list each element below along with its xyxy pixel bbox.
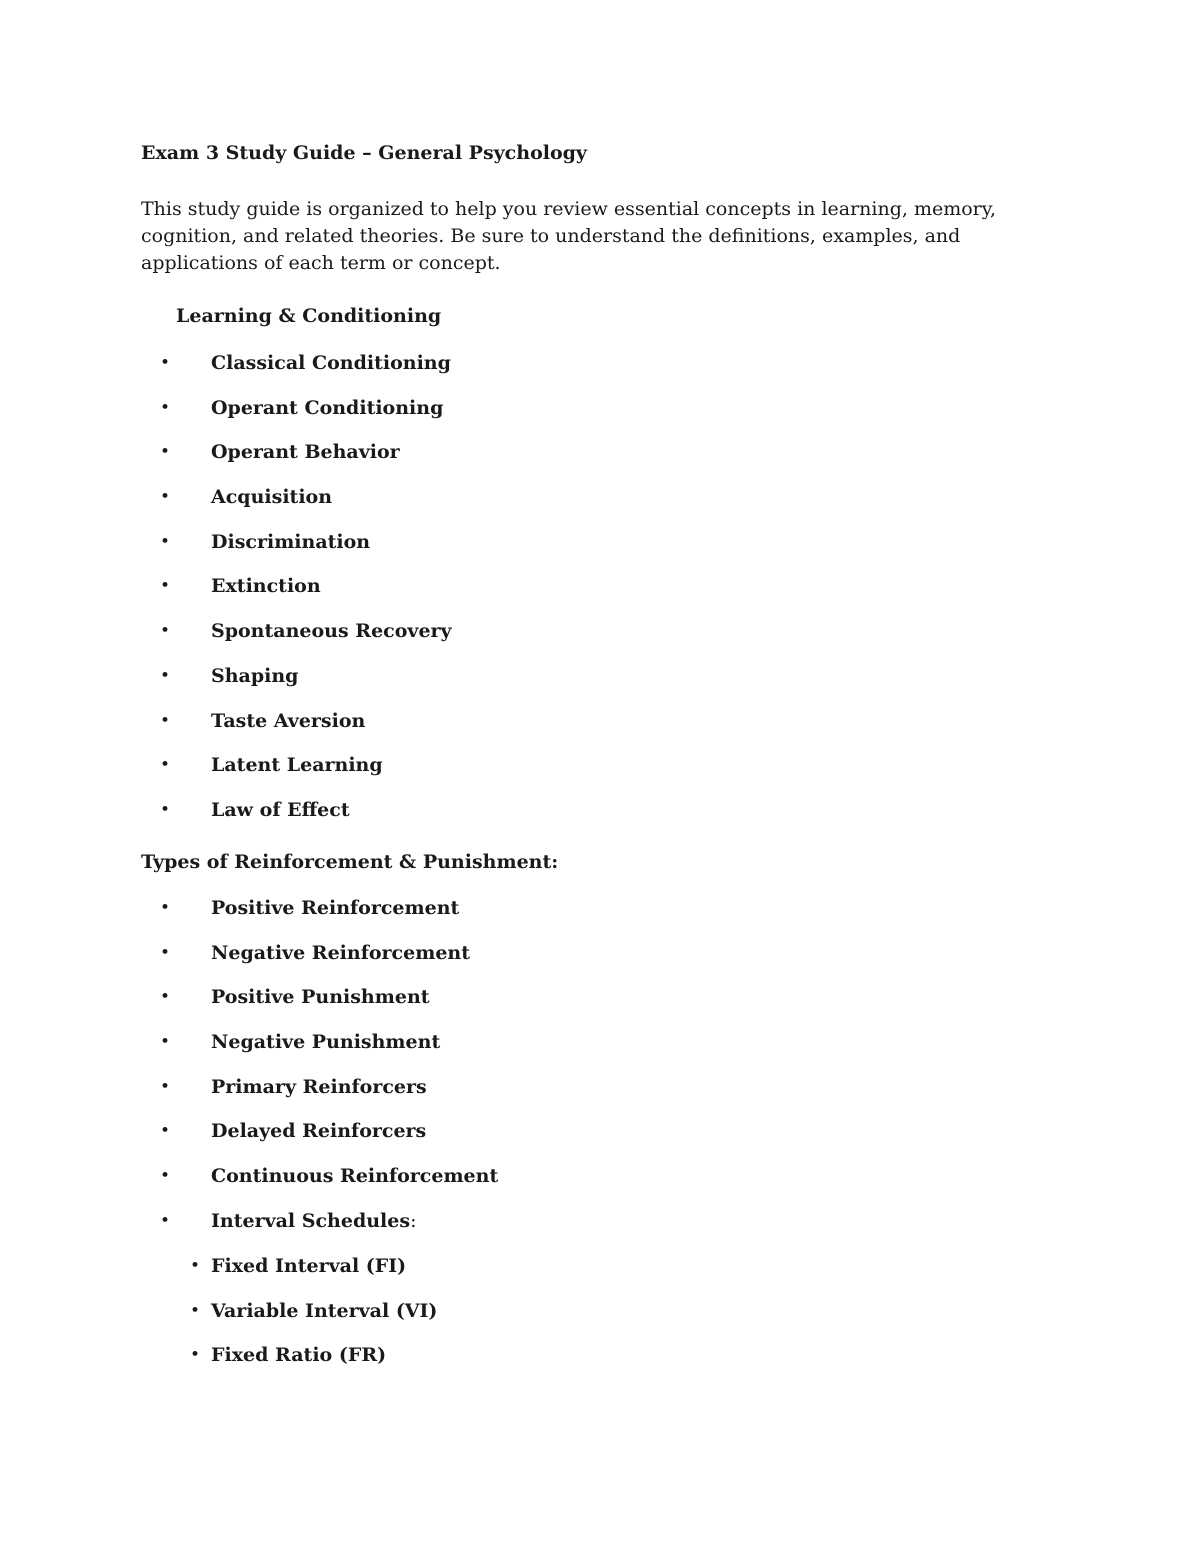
bullet-icon: • bbox=[160, 987, 171, 1008]
list-item-suffix: : bbox=[410, 1209, 417, 1232]
list-item-label: Continuous Reinforcement bbox=[211, 1165, 499, 1188]
bullet-icon: • bbox=[190, 1300, 201, 1321]
list-item bbox=[0, 1163, 1200, 1208]
list-item-label: Taste Aversion bbox=[211, 709, 366, 732]
bullet-icon: • bbox=[190, 1345, 201, 1366]
list-item-label: Classical Conditioning bbox=[211, 352, 451, 374]
bullet-icon: • bbox=[160, 576, 171, 597]
bullet-icon: • bbox=[160, 1166, 171, 1187]
bullet-icon: • bbox=[160, 898, 171, 918]
section-heading-reinforcement: Types of Reinforcement & Punishment: bbox=[141, 851, 559, 873]
intro-paragraph: This study guide is organized to help you review essential concepts in learning, memory, cognition, and related theories. Be sure to understand the definitions, examples, and applications of each term or concept. bbox=[141, 198, 997, 274]
bullet-icon: • bbox=[160, 531, 171, 552]
list-item bbox=[0, 752, 1200, 797]
list-item bbox=[0, 708, 1200, 753]
bullet-icon: • bbox=[160, 1210, 171, 1231]
bullet-icon: • bbox=[160, 755, 171, 776]
list-item-label: Shaping bbox=[211, 664, 299, 687]
sublist-item-label: Variable Interval (VI) bbox=[211, 1299, 438, 1322]
section-heading-learning: Learning & Conditioning bbox=[176, 305, 442, 327]
list-item bbox=[0, 984, 1200, 1029]
bullet-icon: • bbox=[160, 942, 171, 963]
list-item bbox=[0, 1029, 1200, 1074]
list-item bbox=[0, 1118, 1200, 1163]
list-item-label: Negative Reinforcement bbox=[211, 941, 470, 964]
reinforcement-punishment-list bbox=[0, 895, 1200, 1253]
list-item bbox=[0, 618, 1200, 663]
list-item-label: Law of Effect bbox=[211, 798, 350, 821]
list-item bbox=[0, 895, 1200, 940]
list-item-text: Interval Schedules bbox=[211, 1209, 411, 1232]
list-item-label: Positive Punishment bbox=[211, 986, 430, 1009]
sublist-item-label: Fixed Interval (FI) bbox=[211, 1255, 407, 1277]
bullet-icon: • bbox=[160, 442, 171, 463]
bullet-icon: • bbox=[160, 1121, 171, 1142]
bullet-icon: • bbox=[160, 710, 171, 731]
bullet-icon: • bbox=[160, 665, 171, 686]
list-item-label bbox=[211, 1208, 416, 1234]
bullet-icon: • bbox=[160, 487, 171, 508]
list-item-label: Operant Conditioning bbox=[211, 396, 444, 419]
list-item-label: Negative Punishment bbox=[211, 1031, 441, 1054]
list-item bbox=[0, 573, 1200, 618]
list-item bbox=[0, 439, 1200, 484]
list-item-label: Primary Reinforcers bbox=[211, 1075, 427, 1098]
list-item bbox=[0, 395, 1200, 440]
list-item-label: Discrimination bbox=[211, 530, 371, 553]
bullet-icon: • bbox=[160, 621, 171, 642]
sublist-item bbox=[0, 1342, 1200, 1387]
list-item bbox=[0, 529, 1200, 574]
list-item-label: Operant Behavior bbox=[211, 441, 400, 464]
list-item bbox=[0, 484, 1200, 529]
list-item bbox=[0, 940, 1200, 985]
list-item-label: Extinction bbox=[211, 575, 321, 598]
bullet-icon: • bbox=[190, 1256, 201, 1276]
list-item bbox=[0, 797, 1200, 842]
list-item bbox=[0, 1208, 1200, 1253]
list-item-label: Spontaneous Recovery bbox=[211, 620, 452, 643]
bullet-icon: • bbox=[160, 1076, 171, 1097]
list-item bbox=[0, 350, 1200, 395]
learning-conditioning-list bbox=[0, 350, 1200, 842]
list-item-label: Delayed Reinforcers bbox=[211, 1120, 427, 1143]
bullet-icon: • bbox=[160, 397, 171, 418]
list-item bbox=[0, 1074, 1200, 1119]
sublist-item bbox=[0, 1253, 1200, 1298]
document-title: Exam 3 Study Guide – General Psychology bbox=[141, 142, 587, 164]
list-item-label: Latent Learning bbox=[211, 754, 383, 777]
list-item-label: Acquisition bbox=[211, 486, 333, 509]
sublist-item bbox=[0, 1298, 1200, 1343]
list-item-label: Positive Reinforcement bbox=[211, 897, 460, 919]
sublist-item-label: Fixed Ratio (FR) bbox=[211, 1344, 387, 1367]
bullet-icon: • bbox=[160, 353, 171, 373]
bullet-icon: • bbox=[160, 799, 171, 820]
bullet-icon: • bbox=[160, 1032, 171, 1053]
interval-schedules-sublist bbox=[0, 1253, 1200, 1387]
list-item bbox=[0, 663, 1200, 708]
